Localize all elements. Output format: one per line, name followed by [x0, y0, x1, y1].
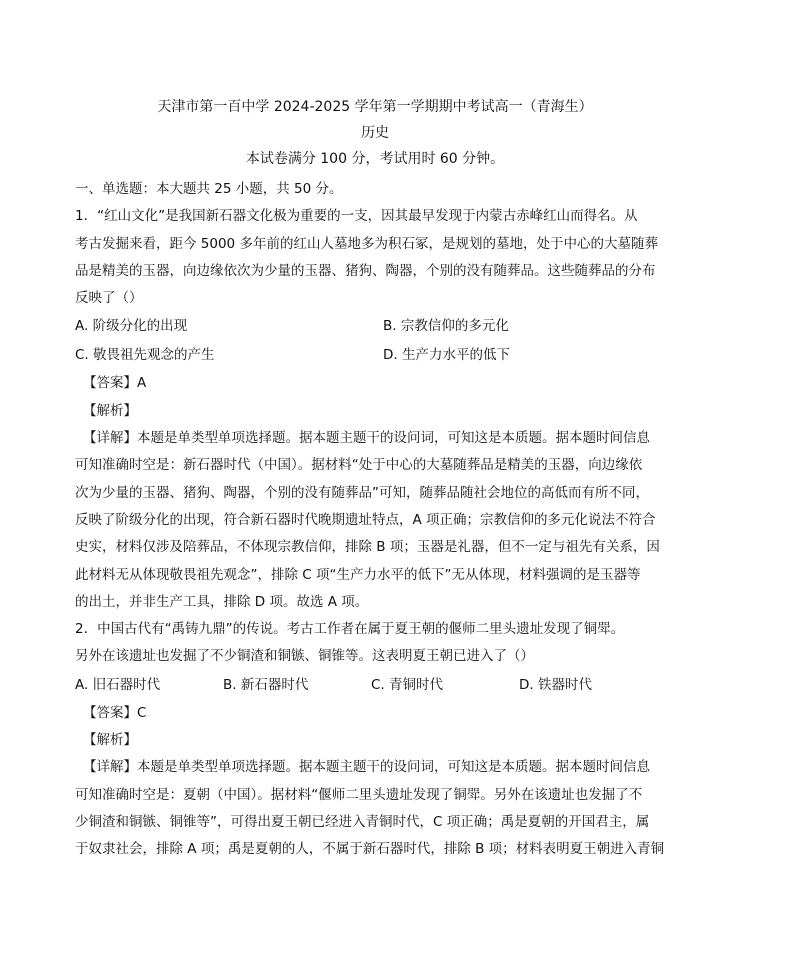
q1-detail-line: 【详解】本题是单类型单项选择题。据本题主题干的设问词，可知这是本质题。据本题时间信息	[83, 430, 650, 447]
q1-analysis-label: 【解析】	[83, 402, 137, 419]
exam-note: 本试卷满分 100 分，考试用时 60 分钟。	[245, 151, 505, 167]
q2-detail-line: 于奴隶社会，排除 A 项；禹是夏朝的人，不属于新石器时代，排除 B 项；材料表明夏王朝进入青铜	[75, 841, 665, 858]
q2-options-row	[75, 671, 675, 700]
q1-options-row-1	[75, 312, 675, 341]
q2-stem-line: 另外在该遗址也发掘了不少铜渣和铜镞、铜锥等。这表明夏王朝已进入了（）	[75, 648, 534, 665]
q1-stem-line: 考古发掘来看，距今 5000 多年前的红山人墓地多为积石冢，是规划的墓地，处于中心的大墓随葬	[75, 235, 658, 252]
q1-stem-line: 反映了（）	[75, 290, 143, 307]
exam-title: 天津市第一百中学 2024-2025 学年第一学期期中考试高一（青海生）	[157, 99, 593, 115]
q2-detail-line: 可知准确时空是：夏朝（中国）。据材料“偃师二里头遗址发现了铜斝。另外在该遗址也发掘了不	[75, 786, 643, 803]
document-content	[75, 94, 675, 864]
q1-detail-line: 反映了阶级分化的出现，符合新石器时代晚期遗址特点，A 项正确；宗教信仰的多元化说法不符合	[75, 511, 656, 528]
q1-options-row-2	[75, 341, 675, 370]
q2-detail-line: 少铜渣和铜镞、铜锥等”，可得出夏王朝已经进入青铜时代，C 项正确；禹是夏朝的开国君主，属	[75, 813, 650, 830]
q2-stem-line: 2．中国古代有“禹铸九鼎”的传说。考古工作者在属于夏王朝的偃师二里头遗址发现了铜斝。	[75, 621, 625, 638]
q1-detail-line: 史实，材料仅涉及陪葬品，不体现宗教信仰，排除 B 项；玉器是礼器，但不一定与祖先有关系，因	[75, 539, 660, 556]
exam-subject: 历史	[361, 125, 389, 141]
q1-detail-line: 次为少量的玉器、猪狗、陶器，个别的没有随葬品”可知，随葬品随社会地位的高低而有所不同，	[75, 484, 649, 501]
q1-detail-line: 可知准确时空是：新石器时代（中国）。据材料“处于中心的大墓随葬品是精美的玉器，向边缘依	[75, 457, 643, 474]
q1-stem-line: 1．“红山文化”是我国新石器文化极为重要的一支，因其最早发现于内蒙古赤峰红山而得名。从	[75, 208, 638, 225]
q1-answer: 【答案】A	[83, 375, 147, 392]
q1-stem-line: 品是精美的玉器，向边缘依次为少量的玉器、猪狗、陶器，个别的没有随葬品。这些随葬品的分布	[75, 262, 656, 279]
q2-answer: 【答案】C	[83, 704, 147, 721]
q2-option-d: D. 铁器时代	[519, 676, 592, 693]
q1-option-a: A. 阶级分化的出现	[75, 318, 188, 335]
q1-detail-line: 此材料无从体现敬畏祖先观念”，排除 C 项“生产力水平的低下”无从体现，材料强调的是玉器等	[75, 566, 641, 583]
question-1	[75, 203, 675, 616]
q2-option-b: B. 新石器时代	[223, 676, 309, 693]
q2-option-a: A. 旧石器时代	[75, 676, 161, 693]
question-2	[75, 616, 675, 863]
q2-analysis-label: 【解析】	[83, 732, 137, 749]
q1-option-c: C. 敬畏祖先观念的产生	[75, 347, 215, 364]
q2-detail-line: 【详解】本题是单类型单项选择题。据本题主题干的设问词，可知这是本质题。据本题时间信息	[83, 759, 650, 776]
section-heading: 一、单选题：本大题共 25 小题，共 50 分。	[75, 181, 343, 197]
q1-option-d: D. 生产力水平的低下	[383, 347, 510, 364]
q1-detail-line: 的出土，并非生产工具，排除 D 项。故选 A 项。	[75, 593, 369, 610]
q1-option-b: B. 宗教信仰的多元化	[383, 318, 509, 335]
q2-option-c: C. 青铜时代	[371, 676, 444, 693]
